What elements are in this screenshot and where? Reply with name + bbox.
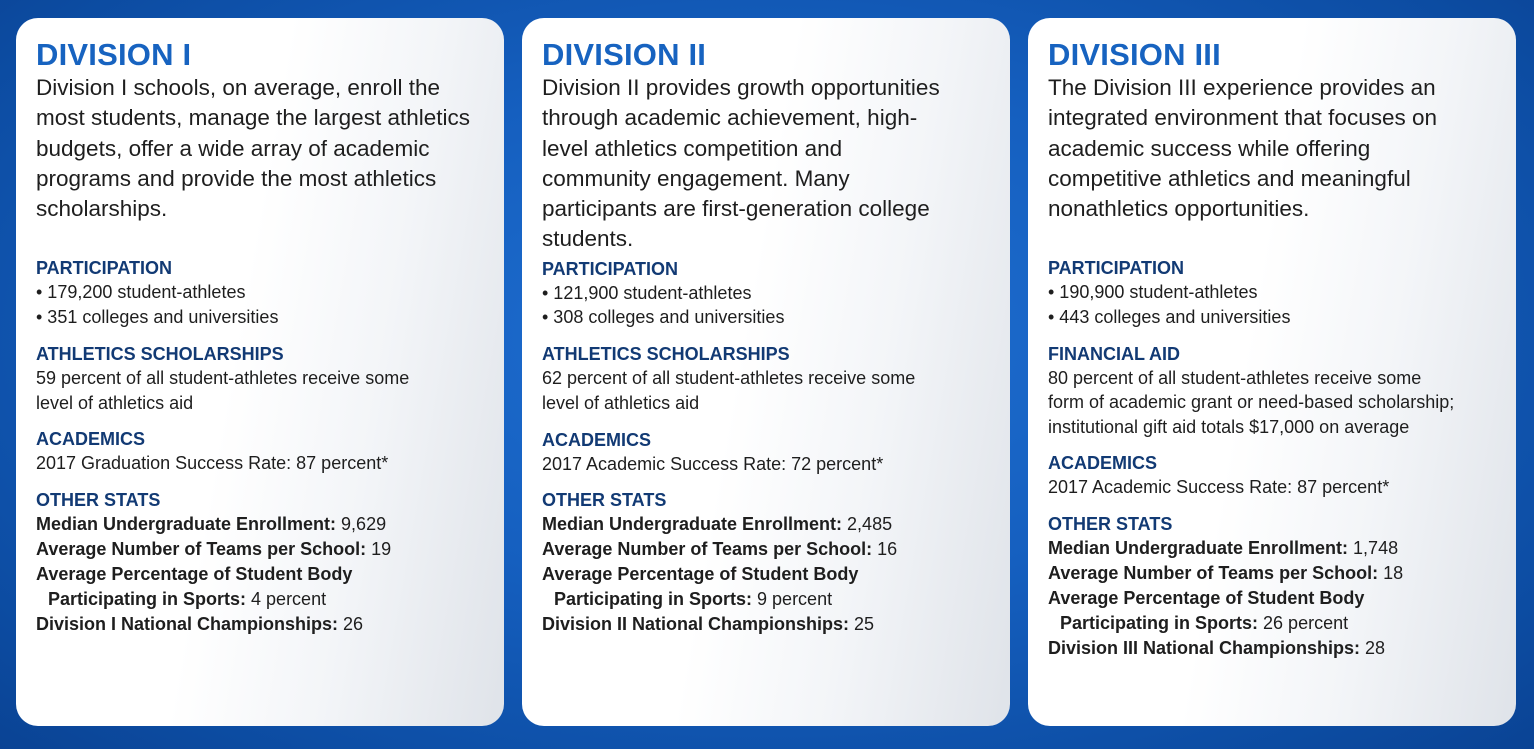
division-intro: The Division III experience provides an integrated environment that focuses on academic success while offering competitive athletics and meaningful nonathletics opportunities.: [1048, 75, 1437, 222]
percentage-stat: [1048, 611, 1496, 636]
athletes-count: • 121,900 student-athletes: [542, 282, 752, 303]
academics-section: [542, 428, 990, 477]
percentage-stat: [542, 587, 990, 612]
stat-value: 26: [338, 613, 364, 634]
section-heading: OTHER STATS: [36, 490, 161, 510]
enrollment-stat: [1048, 536, 1496, 561]
championships-stat: [36, 612, 484, 637]
aid-text-line: 80 percent of all student-athletes receive some: [1048, 367, 1422, 388]
academics-section: [36, 427, 484, 476]
stat-value: 9,629: [336, 514, 387, 534]
stat-label: Division I National Championships:: [36, 613, 339, 634]
academics-text: 2017 Academic Success Rate: 72 percent*: [542, 453, 884, 474]
teams-stat: [36, 537, 484, 562]
teams-stat: [542, 537, 990, 562]
section-heading: PARTICIPATION: [1048, 258, 1184, 279]
aid-text-line: institutional gift aid totals $17,000 on average: [1048, 416, 1410, 437]
stat-label: Average Percentage of Student Body: [36, 563, 353, 584]
schools-count: • 443 colleges and universities: [1048, 307, 1291, 328]
academics-text: 2017 Graduation Success Rate: 87 percent*: [36, 453, 389, 474]
section-heading: OTHER STATS: [1048, 514, 1173, 535]
stat-label: Participating in Sports:: [554, 589, 753, 610]
section-heading: ATHLETICS SCHOLARSHIPS: [36, 343, 284, 364]
athletes-count: • 190,900 student-athletes: [1048, 282, 1258, 303]
aid-text-line: form of academic grant or need-based scholarship;: [1048, 392, 1455, 413]
stat-label: Participating in Sports:: [48, 588, 247, 609]
aid-section: [1048, 342, 1496, 440]
aid-text-line: 59 percent of all student-athletes receive some: [36, 367, 410, 388]
stat-label: Average Percentage of Student Body: [542, 564, 859, 585]
stat-value: 26 percent: [1258, 612, 1349, 633]
percentage-stat: [36, 587, 484, 612]
division-intro: Division II provides growth opportunities through academic achievement, high-level athletics competition and community engagement. Many participants are first-generation college students.: [542, 75, 940, 252]
enrollment-stat: [36, 512, 484, 537]
stat-label: Average Number of Teams per School:: [542, 539, 873, 560]
section-heading: PARTICIPATION: [542, 258, 678, 279]
percentage-stat-label: [36, 562, 484, 587]
other-stats-section: [542, 488, 990, 637]
section-heading: OTHER STATS: [542, 490, 667, 511]
stat-label: Average Number of Teams per School:: [36, 538, 367, 559]
schools-count: • 308 colleges and universities: [542, 307, 785, 328]
stat-label: Median Undergraduate Enrollment:: [1048, 538, 1349, 559]
division-3-card: [1028, 18, 1516, 726]
stat-value: 25: [849, 613, 875, 634]
athletes-count: • 179,200 student-athletes: [36, 282, 246, 303]
section-heading: PARTICIPATION: [36, 258, 172, 279]
enrollment-stat: [542, 512, 990, 537]
stat-value: 19: [366, 538, 392, 559]
stat-value: 18: [1378, 563, 1404, 583]
percentage-stat-label: [1048, 586, 1496, 611]
stat-label: Division III National Championships:: [1048, 637, 1361, 658]
aid-text-line: level of athletics aid: [36, 392, 194, 413]
other-stats-section: [1048, 512, 1496, 661]
division-title: DIVISION III: [1048, 37, 1221, 72]
championships-stat: [1048, 636, 1496, 661]
stat-value: 1,748: [1348, 538, 1399, 559]
academics-text: 2017 Academic Success Rate: 87 percent*: [1048, 477, 1390, 498]
other-stats-section: [36, 488, 484, 637]
participation-section: [1048, 256, 1496, 329]
stat-value: 2,485: [842, 514, 893, 535]
aid-text-line: level of athletics aid: [542, 392, 700, 413]
academics-section: [1048, 451, 1496, 500]
division-title: DIVISION I: [36, 37, 192, 72]
schools-count: • 351 colleges and universities: [36, 307, 279, 328]
section-heading: ACADEMICS: [1048, 453, 1158, 474]
participation-section: [36, 256, 484, 329]
teams-stat: [1048, 561, 1496, 586]
stat-label: Median Undergraduate Enrollment:: [542, 514, 843, 535]
division-intro: Division I schools, on average, enroll the most students, manage the largest athletics budgets, offer a wide array of academic programs and provide the most athletics scholarships.: [36, 75, 470, 222]
stat-label: Division II National Championships:: [542, 613, 850, 634]
percentage-stat-label: [542, 562, 990, 587]
championships-stat: [542, 612, 990, 637]
stat-label: Participating in Sports:: [1060, 612, 1259, 633]
aid-text-line: 62 percent of all student-athletes receive some: [542, 368, 916, 389]
section-heading: ATHLETICS SCHOLARSHIPS: [542, 344, 790, 365]
aid-section: [36, 342, 484, 415]
stat-label: Median Undergraduate Enrollment:: [36, 514, 337, 534]
division-title: DIVISION II: [542, 37, 707, 72]
section-heading: ACADEMICS: [36, 429, 146, 450]
aid-section: [542, 342, 990, 415]
section-heading: FINANCIAL AID: [1048, 343, 1180, 364]
stat-label: Average Percentage of Student Body: [1048, 587, 1365, 608]
stat-value: 28: [1360, 637, 1386, 658]
participation-section: [542, 257, 990, 330]
stat-value: 4 percent: [246, 588, 327, 609]
section-heading: ACADEMICS: [542, 429, 652, 450]
division-2-card: [522, 18, 1010, 726]
division-1-card: [16, 18, 504, 726]
stat-value: 9 percent: [752, 589, 833, 610]
stat-label: Average Number of Teams per School:: [1048, 563, 1379, 583]
stat-value: 16: [872, 539, 898, 560]
